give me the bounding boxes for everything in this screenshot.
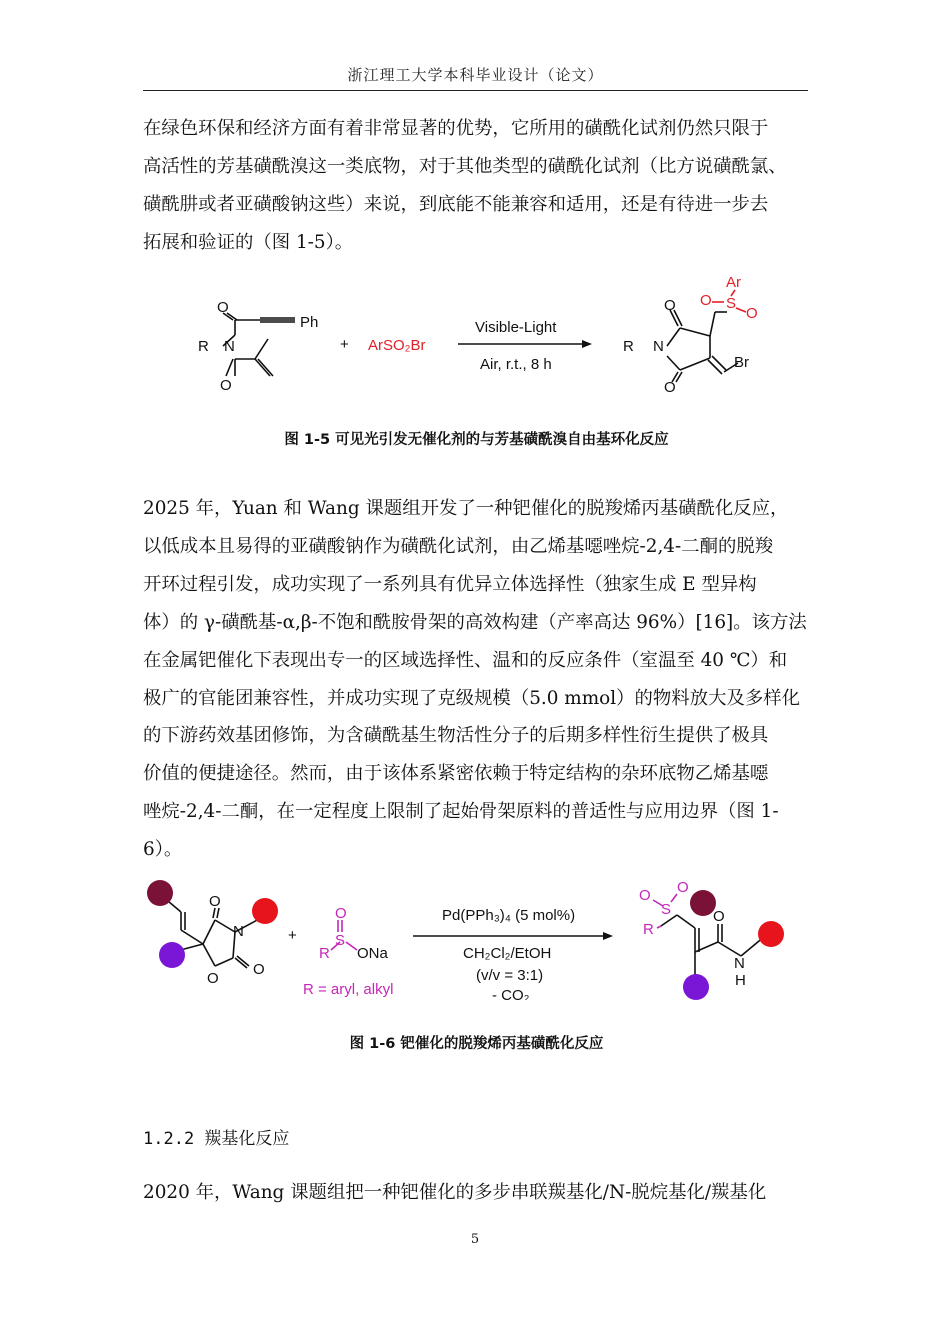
- n-label: N: [653, 338, 664, 355]
- substituent-circle: [683, 974, 709, 1000]
- o-label: O: [639, 887, 651, 904]
- text-line: 以低成本且易得的亚磺酸钠作为磺酰化试剂，由乙烯基噁唑烷-2,4-二酮的脱羧: [143, 535, 774, 557]
- paragraph-2: [143, 490, 810, 869]
- section-heading: 1.2.2 羰基化反应: [143, 1129, 290, 1149]
- s-label: S: [335, 932, 346, 949]
- catalyst-label: Pd(PPh₃)₄ (5 mol%): [442, 907, 576, 924]
- substituent-circle: [252, 898, 278, 924]
- o-label: O: [253, 961, 265, 978]
- figure-1-6-scheme: [143, 870, 810, 1000]
- o-label: O: [700, 292, 712, 309]
- substituent-circle: [758, 921, 784, 947]
- text-line: 在绿色环保和经济方面有着非常显著的优势，它所用的磺酰化试剂仍然只限于: [143, 118, 769, 139]
- figure-1-5-scheme: [190, 268, 760, 394]
- o-label: O: [209, 893, 221, 910]
- text-line: 极广的官能团兼容性，并成功实现了克级规模（5.0 mmol）的物料放大及多样化: [143, 687, 801, 709]
- o-label: O: [217, 299, 229, 316]
- r-label: R: [319, 945, 330, 962]
- paragraph-1: [143, 110, 810, 262]
- text-line: 磺酰肼或者亚磺酸钠这些）来说，到底能不能兼容和适用，还是有待进一步去: [143, 193, 769, 215]
- plus-sign: +: [288, 927, 297, 944]
- arrow-bottom-label: Air, r.t., 8 h: [480, 356, 552, 373]
- arrow-top-label: Visible-Light: [475, 319, 557, 336]
- plus-sign: +: [340, 336, 349, 353]
- co2-label: - CO₂: [492, 987, 530, 1000]
- o-label: O: [677, 879, 689, 896]
- ona-label: ONa: [357, 945, 388, 962]
- substituent-circle: [147, 880, 173, 906]
- s-label: S: [726, 295, 737, 312]
- o-label: O: [713, 908, 725, 925]
- text-line: 2025 年，Yuan 和 Wang 课题组开发了一种钯催化的脱羧烯丙基磺酰化反应，: [143, 498, 789, 519]
- figure-1-6-caption: 图 1-6 钯催化的脱羧烯丙基磺酰化反应: [349, 1036, 604, 1052]
- h-label: H: [735, 972, 746, 989]
- r-label: R: [198, 338, 209, 355]
- text-line: 6）。: [143, 839, 183, 861]
- running-header: 浙江理工大学本科毕业设计（论文）: [347, 66, 604, 84]
- text-line: 唑烷-2,4-二酮，在一定程度上限制了起始骨架原料的普适性与应用边界（图 1-: [143, 801, 779, 823]
- o-label: O: [207, 970, 219, 987]
- r-label: R: [643, 921, 654, 938]
- page-number: 5: [470, 1232, 480, 1247]
- header-rule: [143, 90, 808, 91]
- text-line: 开环过程引发，成功实现了一系列具有优异立体选择性（独家生成 E 型异构: [143, 573, 757, 595]
- text-line: 2020 年，Wang 课题组把一种钯催化的多步串联羰基化/N-脱烷基化/羰基化: [143, 1182, 767, 1203]
- solvent-label: CH₂Cl₂/EtOH: [463, 945, 552, 962]
- text-line: 高活性的芳基磺酰溴这一类底物，对于其他类型的磺酰化试剂（比方说磺酰氯、: [143, 155, 787, 177]
- text-line: 拓展和验证的（图 1-5）。: [143, 231, 354, 253]
- r-label: R: [623, 338, 634, 355]
- ar-label: Ar: [726, 274, 741, 291]
- n-label: N: [233, 923, 244, 940]
- substituent-circle: [159, 942, 185, 968]
- o-label: O: [220, 377, 232, 394]
- br-label: Br: [734, 354, 749, 371]
- o-label: O: [746, 305, 758, 322]
- n-label: N: [734, 955, 745, 972]
- n-label: N: [224, 338, 235, 355]
- s-label: S: [661, 901, 672, 918]
- text-line: 价值的便捷途径。然而，由于该体系紧密依赖于特定结构的杂环底物乙烯基噁: [143, 763, 769, 785]
- paragraph-3: [143, 1174, 810, 1212]
- ph-label: Ph: [300, 314, 319, 331]
- r-definition-label: R = aryl, alkyl: [303, 981, 394, 998]
- o-label: O: [664, 297, 676, 314]
- o-label: O: [335, 905, 347, 922]
- text-line: 的下游药效基团修饰，为含磺酰基生物活性分子的后期多样性衍生提供了极具: [143, 725, 769, 747]
- text-line: 在金属钯催化下表现出专一的区域选择性、温和的反应条件（室温至 40 ℃）和: [143, 649, 788, 671]
- text-line: 体）的 γ-磺酰基-α,β-不饱和酰胺骨架的高效构建（产率高达 96%）[16]。该方法: [143, 611, 807, 633]
- ratio-label: (v/v = 3:1): [476, 967, 544, 984]
- reagent-label: ArSO₂Br: [368, 337, 426, 354]
- o-label: O: [664, 379, 676, 394]
- figure-1-5-caption: 图 1-5 可见光引发无催化剂的与芳基磺酰溴自由基环化反应: [284, 432, 669, 448]
